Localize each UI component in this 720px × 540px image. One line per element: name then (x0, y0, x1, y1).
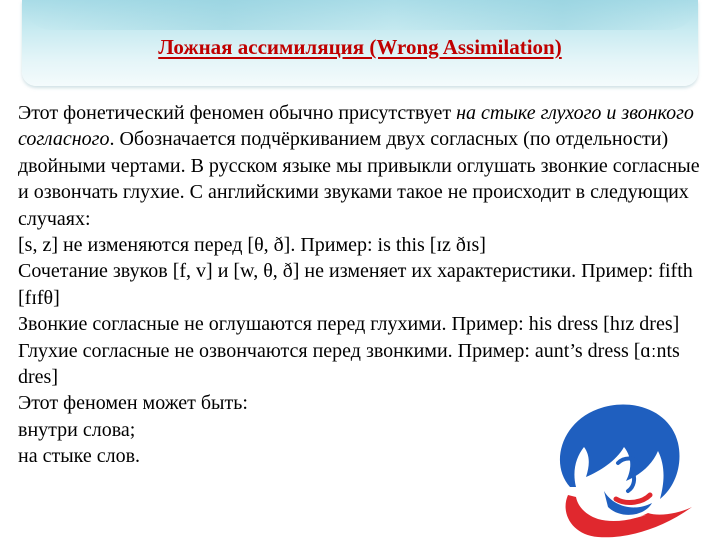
rule-line-2: Сочетание звуков [f, v] и [w, θ, ð] не изменяет их характеристики. Пример: fifth [fɪfθ] (18, 260, 693, 309)
slide-title: Ложная ассимиляция (Wrong Assimilation) (158, 35, 562, 59)
rule-line-1: [s, z] не изменяются перед [θ, ð]. Пример: is this [ɪz ðɪs] (18, 234, 486, 257)
case-inside-word: внутри слова; (18, 418, 136, 441)
intro-part-3: . Обозначается подчёркиванием двух согласных (по отдельности) двойными чертами. В русском языке мы привыкли оглушать звонкие согласные и озвончать глухие. С английскими звуками такое не происходит в следующих случаях: (18, 128, 700, 230)
case-word-junction: на стыке слов. (18, 445, 141, 468)
intro-paragraph (18, 100, 706, 232)
rule-line-4: Глухие согласные не озвончаются перед звонкими. Пример: aunt’s dress [ɑːnts dres] (18, 339, 680, 389)
shakespeare-portrait-icon (520, 395, 710, 540)
intro-part-italic: на стыке глухого и звонкого согласного (18, 102, 694, 151)
rule-line-3: Звонкие согласные не оглушаются перед глухими. Пример: his dress [hɪz dres] (18, 313, 680, 336)
intro-part-1: Этот фонетический феномен обычно присутствует (18, 102, 457, 124)
phenomenon-line: Этот феномен может быть: (18, 392, 248, 415)
